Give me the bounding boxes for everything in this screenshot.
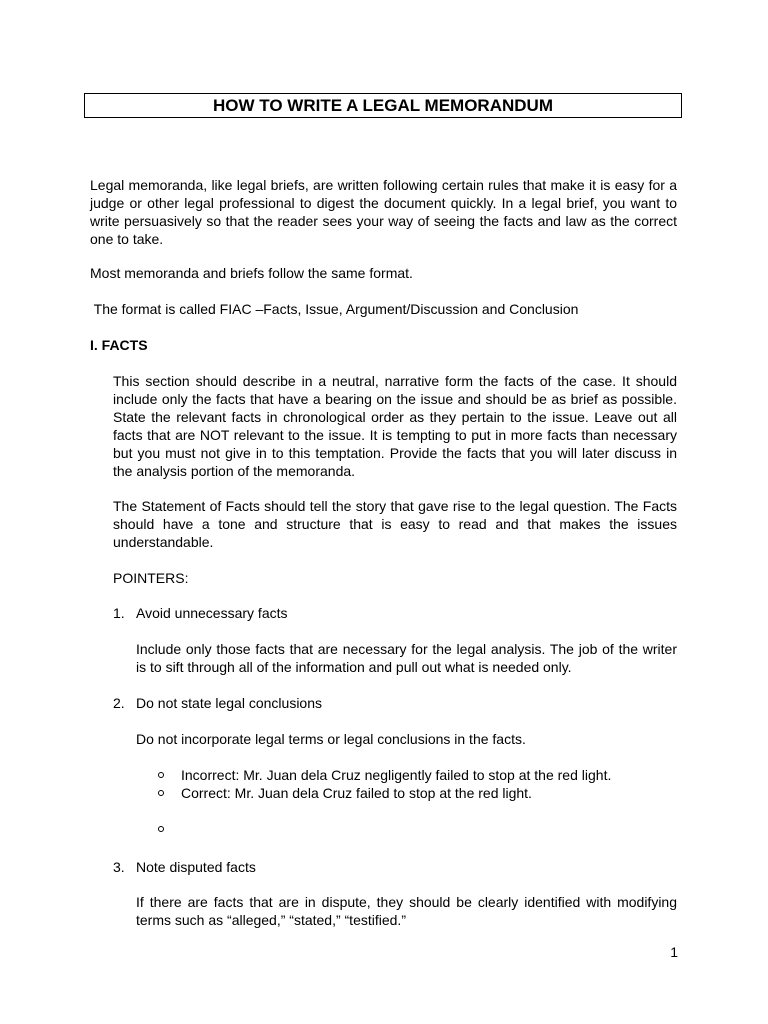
intro-format-sentence: Most memoranda and briefs follow the same format.	[90, 265, 413, 281]
pointer-number: 1.	[113, 605, 125, 621]
pointer-title: Do not state legal conclusions	[136, 695, 322, 711]
section-heading-facts: I. FACTS	[90, 337, 148, 353]
pointer-body: Include only those facts that are necessary for the legal analysis. The job of the writer is to sift through all of the information and pull out what is needed only.	[136, 641, 677, 675]
pointer-title: Note disputed facts	[136, 859, 256, 875]
page-number: 1	[670, 944, 678, 960]
bullet-item: Incorrect: Mr. Juan dela Cruz negligently failed to stop at the red light.	[181, 767, 612, 783]
bullet-icon	[158, 790, 164, 796]
facts-paragraph: This section should describe in a neutral, narrative form the facts of the case. It should include only the facts that have a bearing on the issue and should be as brief as possible. State the relevant facts in chronological order as they pertain to the issue. Leave out all facts that are NOT relevant to the issue. It is tempting to put in more facts than necessary but you must not give in to this temptation. Provide the facts that you will later discuss in the analysis portion of the memoranda.	[113, 373, 677, 479]
bullet-item: Correct: Mr. Juan dela Cruz failed to stop at the red light.	[181, 785, 532, 801]
pointer-title: Avoid unnecessary facts	[136, 605, 288, 621]
statement-of-facts-paragraph: The Statement of Facts should tell the story that gave rise to the legal question. The Facts should have a tone and structure that is easy to read and that makes the issues understandable.	[113, 498, 677, 550]
pointer-number: 3.	[113, 859, 125, 875]
pointer-number: 2.	[113, 695, 125, 711]
intro-fiac-sentence: The format is called FIAC –Facts, Issue, Argument/Discussion and Conclusion	[90, 301, 579, 317]
bullet-icon	[158, 772, 164, 778]
pointers-label: POINTERS:	[113, 570, 189, 586]
pointer-body: If there are facts that are in dispute, they should be clearly identified with modifying terms such as “alleged,” “stated,” “testified.”	[136, 894, 677, 928]
intro-paragraph: Legal memoranda, like legal briefs, are written following certain rules that make it is easy for a judge or other legal professional to digest the document quickly. In a legal brief, you want to write persuasively so that the reader sees your way of seeing the facts and law as the correct one to take.	[90, 177, 677, 247]
document-title: HOW TO WRITE A LEGAL MEMORANDUM	[84, 93, 682, 118]
bullet-icon	[158, 826, 164, 832]
pointer-body: Do not incorporate legal terms or legal conclusions in the facts.	[136, 731, 526, 747]
